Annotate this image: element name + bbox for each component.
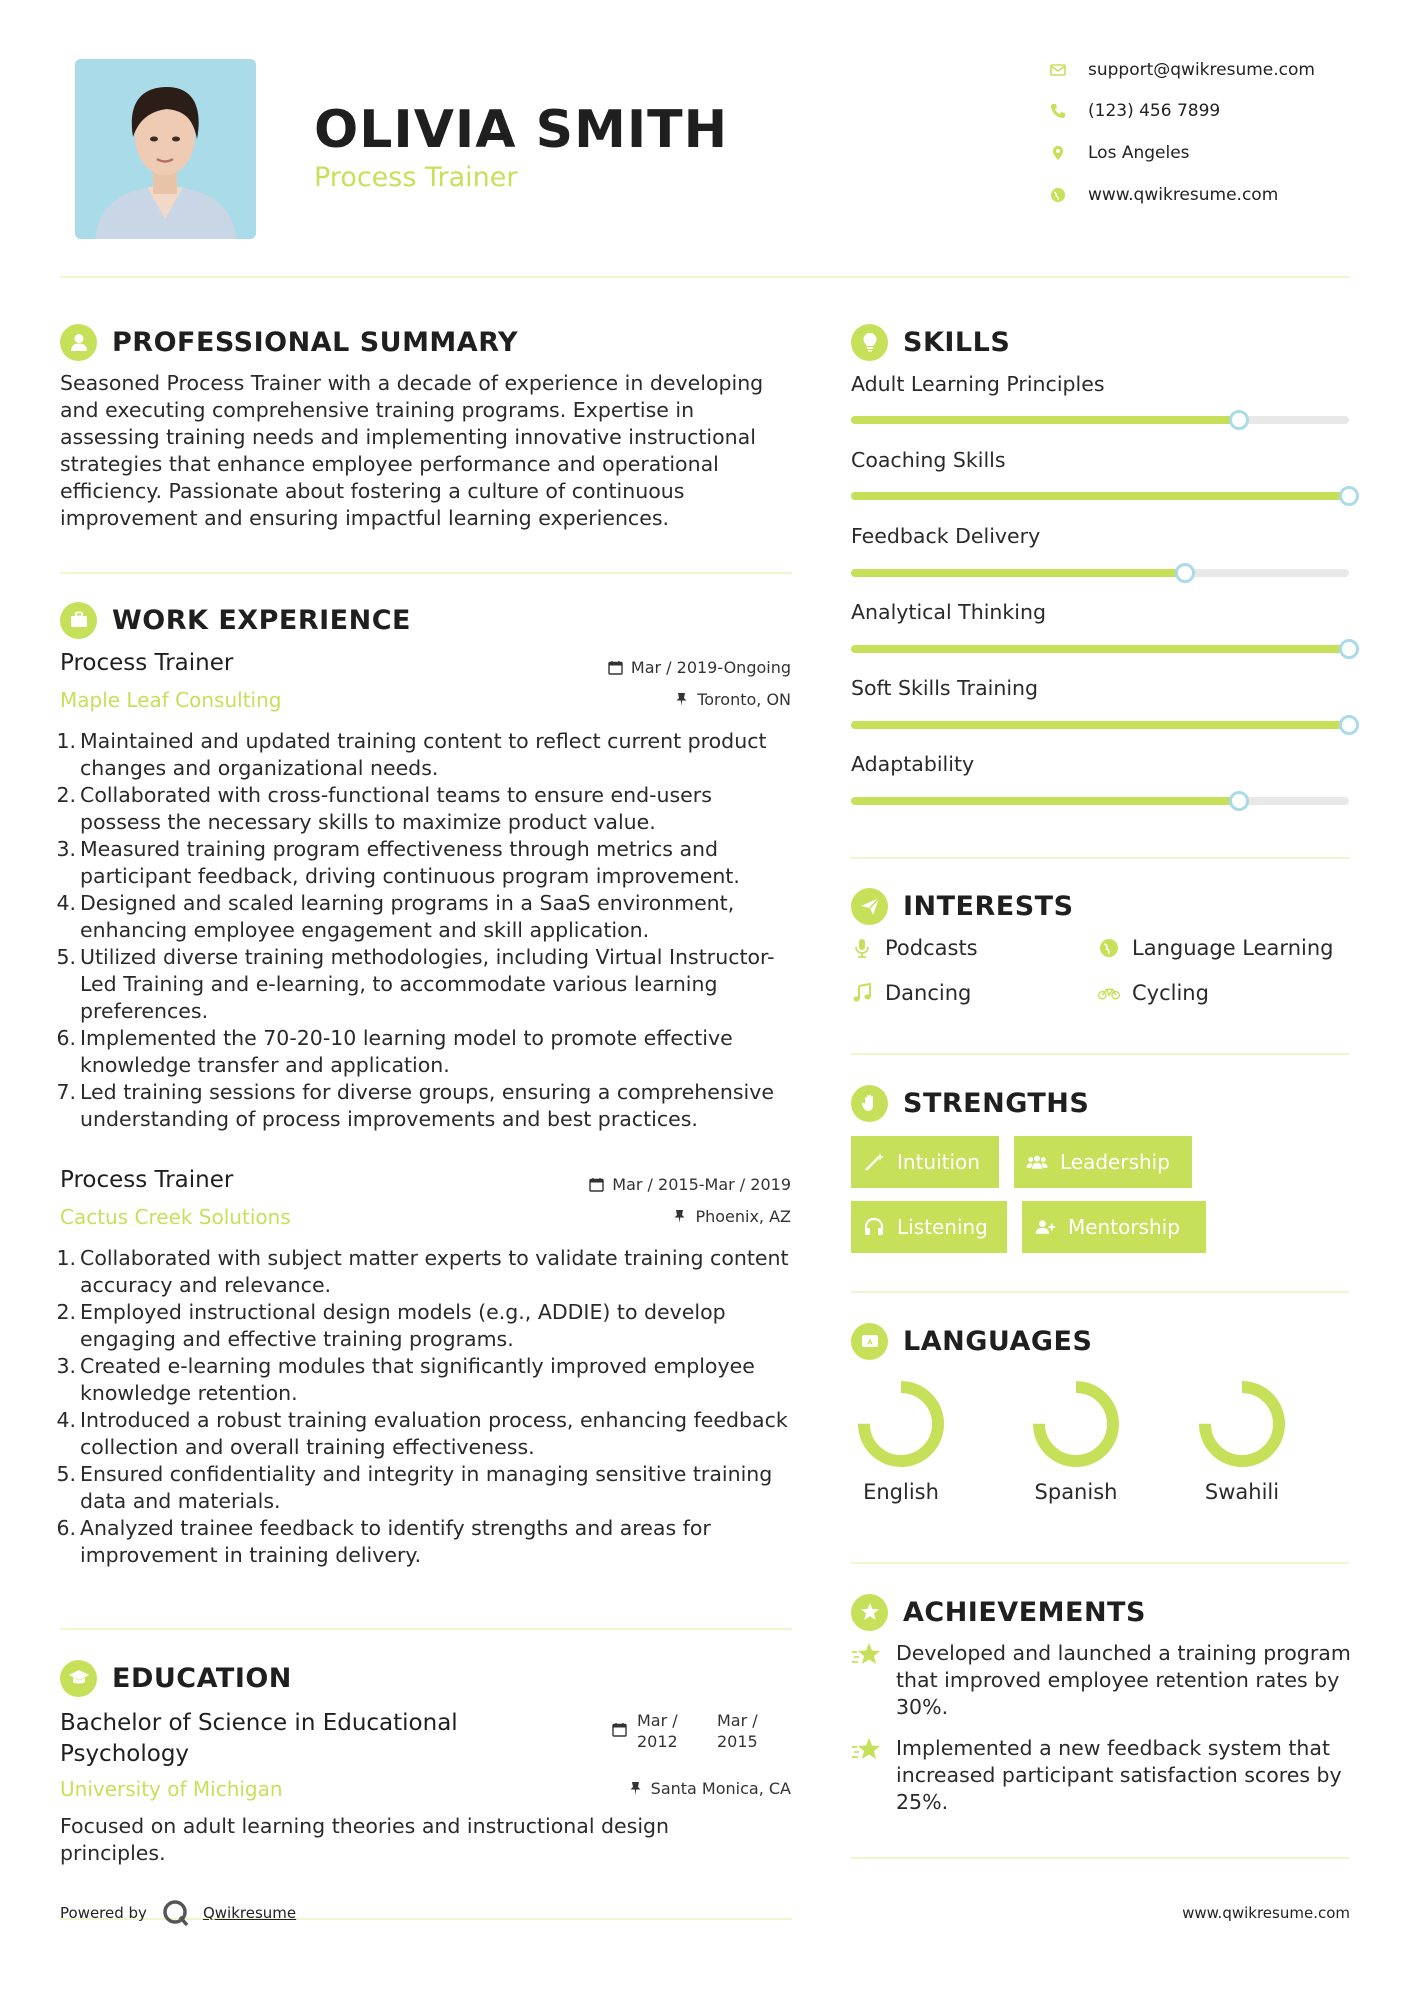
language-item <box>1011 1378 1141 1504</box>
language-ring <box>1196 1378 1288 1470</box>
list-item: 5. Ensured confidentiality and integrity in managing sensitive training data and materials. <box>56 1462 773 1513</box>
header-divider <box>60 276 1350 278</box>
work-divider <box>60 1628 792 1630</box>
contact-phone-text: (123) 456 7899 <box>1088 101 1221 121</box>
strength-chip: Mentorship <box>1022 1201 1206 1253</box>
language-ring-arc <box>1039 1387 1113 1461</box>
powered-by <box>60 1898 296 1928</box>
achievements-heading-text: ACHIEVEMENTS <box>903 1596 1146 1628</box>
interests-heading <box>851 886 1074 926</box>
translate-icon <box>851 1323 888 1360</box>
calendar-icon <box>612 1722 627 1737</box>
language-name: Spanish <box>1034 1480 1118 1504</box>
strengths-divider <box>851 1291 1349 1293</box>
skill-bar-fill <box>851 416 1239 424</box>
qwikresume-link[interactable]: Qwikresume <box>202 1904 297 1922</box>
summary-heading-text: PROFESSIONAL SUMMARY <box>112 326 519 358</box>
skill-label: Soft Skills Training <box>851 676 1039 700</box>
briefcase-icon <box>60 602 97 639</box>
job-1-location-text: Toronto, ON <box>697 690 791 709</box>
language-ring-arc <box>1205 1387 1279 1461</box>
achievements-divider <box>851 1857 1349 1859</box>
languages-heading-text: LANGUAGES <box>903 1325 1093 1357</box>
location-icon <box>1050 145 1066 161</box>
interests-heading-text: INTERESTS <box>903 890 1074 922</box>
education-degree: Bachelor of Science in Educational Psychology <box>60 1710 458 1767</box>
language-ring <box>1030 1378 1122 1470</box>
interest-item: Podcasts <box>851 936 978 960</box>
achievement-item: Developed and launched a training program that improved employee retention rates by 30%. <box>851 1640 1361 1721</box>
education-heading <box>60 1658 292 1698</box>
interest-item: Cycling <box>1098 981 1209 1005</box>
contact-website[interactable] <box>1050 181 1380 209</box>
education-heading-text: EDUCATION <box>112 1662 292 1694</box>
summary-divider <box>60 572 792 574</box>
list-item: 1. Maintained and updated training content to reflect current product changes and organizational needs. <box>56 729 767 780</box>
language-ring-arc <box>864 1387 938 1461</box>
strengths-heading-text: STRENGTHS <box>903 1087 1090 1119</box>
calendar-icon <box>608 660 623 675</box>
lightbulb-icon <box>851 324 888 361</box>
education-date-start: Mar / 2012 <box>637 1711 678 1751</box>
job-1-location <box>550 690 791 709</box>
trophy-icon <box>851 1594 888 1631</box>
contact-phone[interactable] <box>1050 97 1380 125</box>
education-location-text: Santa Monica, CA <box>650 1779 791 1798</box>
pin-icon <box>674 692 689 707</box>
list-item: 4. Designed and scaled learning programs in a SaaS environment, enhancing employee engagement and skill application. <box>56 891 735 942</box>
strengths-heading <box>851 1083 1089 1123</box>
skill-bar-fill <box>851 797 1239 805</box>
work-heading <box>60 600 411 640</box>
profile-photo <box>75 59 256 239</box>
contact-location-text: Los Angeles <box>1088 143 1190 163</box>
education-date-end: Mar / 2015 <box>717 1711 758 1751</box>
list-item: 3. Created e-learning modules that significantly improved employee knowledge retention. <box>56 1354 755 1405</box>
list-item: 2. Collaborated with cross-functional teams to ensure end-users possess the necessary skills to maximize product value. <box>56 783 712 834</box>
star-icon <box>851 1737 881 1763</box>
skill-bar-knob <box>1229 791 1249 811</box>
graduation-icon <box>60 1660 97 1697</box>
skills-heading <box>851 322 1010 362</box>
education-dates <box>612 1710 777 1752</box>
footer-website[interactable]: www.qwikresume.com <box>1182 1904 1350 1922</box>
skill-bar <box>851 416 1349 424</box>
list-item: 7. Led training sessions for diverse groups, ensuring a comprehensive understanding of process improvements and best practices. <box>56 1080 774 1131</box>
hand-icon <box>851 1085 888 1122</box>
job-2-date <box>550 1175 791 1194</box>
language-name: English <box>863 1480 939 1504</box>
achievements-heading <box>851 1592 1146 1632</box>
language-name: Swahili <box>1204 1480 1280 1504</box>
job-2-bullets <box>54 1245 794 1569</box>
skills-heading-text: SKILLS <box>903 326 1011 358</box>
paper-plane-icon <box>851 888 888 925</box>
skill-label: Adaptability <box>851 752 975 776</box>
strength-chip: Intuition <box>851 1136 999 1188</box>
skill-bar-knob <box>1175 563 1195 583</box>
list-item: 2. Employed instructional design models (e.g., ADDIE) to develop engaging and effective training programs. <box>56 1300 726 1351</box>
job-1-title: Process Trainer <box>60 650 234 676</box>
skill-bar-knob <box>1339 715 1359 735</box>
language-ring <box>855 1378 947 1470</box>
job-2-title: Process Trainer <box>60 1167 234 1193</box>
summary-text: Seasoned Process Trainer with a decade of experience in developing and executing comprehensive training programs. Expertise in assessing training needs and implementing innovative instructional strategies that enhance employee performance and operational efficiency. Passionate about fostering a culture of continuous improvement and ensuring impactful learning experiences. <box>60 371 764 530</box>
interests-divider <box>851 1053 1349 1055</box>
candidate-name: OLIVIA SMITH <box>314 100 729 160</box>
skill-bar-knob <box>1339 639 1359 659</box>
job-2-location <box>550 1207 791 1226</box>
list-item: 3. Measured training program effectiveness through metrics and participant feedback, driving continuous program improvement. <box>56 837 740 888</box>
contact-location <box>1050 139 1380 167</box>
contact-email[interactable] <box>1050 56 1380 84</box>
star-icon <box>851 1642 881 1668</box>
globe-icon <box>1098 937 1120 959</box>
candidate-title: Process Trainer <box>314 162 518 193</box>
list-item: 6. Analyzed trainee feedback to identify strengths and areas for improvement in training delivery. <box>56 1516 711 1567</box>
user-plus-icon <box>1034 1216 1056 1238</box>
microphone-icon <box>851 937 873 959</box>
phone-icon <box>1050 103 1066 119</box>
skill-bar-fill <box>851 492 1349 500</box>
skill-label: Coaching Skills <box>851 448 1006 472</box>
interest-item: Language Learning <box>1098 936 1333 960</box>
job-1-company: Maple Leaf Consulting <box>60 688 282 712</box>
skill-label: Feedback Delivery <box>851 524 1041 548</box>
work-heading-text: WORK EXPERIENCE <box>112 604 411 636</box>
calendar-icon <box>589 1177 604 1192</box>
achievement-item: Implemented a new feedback system that increased participant satisfaction scores by 25%. <box>851 1735 1361 1816</box>
globe-icon <box>1050 187 1066 203</box>
skill-bar <box>851 569 1349 577</box>
strength-chip: Leadership <box>1014 1136 1192 1188</box>
bicycle-icon <box>1098 982 1120 1004</box>
strength-chip: Listening <box>851 1201 1007 1253</box>
skill-bar-knob <box>1229 410 1249 430</box>
pin-icon <box>672 1209 687 1224</box>
user-icon <box>60 324 97 361</box>
skills-divider <box>851 857 1349 859</box>
job-2-date-text: Mar / 2015-Mar / 2019 <box>612 1175 791 1194</box>
svg-text:A: A <box>866 1338 873 1347</box>
education-school: University of Michigan <box>60 1777 283 1801</box>
list-item: 1. Collaborated with subject matter experts to validate training content accuracy and relevance. <box>56 1246 789 1297</box>
skill-bar-fill <box>851 721 1349 729</box>
list-item: 6. Implemented the 70-20-10 learning model to promote effective knowledge transfer and application. <box>56 1026 733 1077</box>
contact-email-text: support@qwikresume.com <box>1088 60 1315 80</box>
users-icon <box>1026 1151 1048 1173</box>
skill-bar-fill <box>851 569 1185 577</box>
powered-by-text: Powered by <box>60 1904 147 1922</box>
summary-heading <box>60 322 518 362</box>
language-item <box>1177 1378 1307 1504</box>
email-icon <box>1050 62 1066 78</box>
pin-icon <box>628 1781 643 1796</box>
magic-wand-icon <box>863 1151 885 1173</box>
job-1-date-text: Mar / 2019-Ongoing <box>630 658 791 677</box>
list-item: 4. Introduced a robust training evaluation process, enhancing feedback collection and overall training effectiveness. <box>56 1408 788 1459</box>
interest-item: Dancing <box>851 981 971 1005</box>
education-location <box>550 1779 791 1798</box>
headphones-icon <box>863 1216 885 1238</box>
skill-bar <box>851 721 1349 729</box>
education-description: Focused on adult learning theories and instructional design principles. <box>60 1814 670 1865</box>
job-1-date <box>550 658 791 677</box>
skill-label: Analytical Thinking <box>851 600 1046 624</box>
skill-label: Adult Learning Principles <box>851 372 1105 396</box>
job-1-bullets <box>54 728 794 1133</box>
job-2-location-text: Phoenix, AZ <box>695 1207 791 1226</box>
contact-website-text: www.qwikresume.com <box>1088 185 1279 205</box>
skill-bar-fill <box>851 645 1349 653</box>
skill-bar <box>851 645 1349 653</box>
list-item: 5. Utilized diverse training methodologies, including Virtual Instructor-Led Training and e-learning, to accommodate various learning preferences. <box>56 945 775 1023</box>
languages-heading <box>851 1321 1092 1361</box>
job-2-company: Cactus Creek Solutions <box>60 1205 291 1229</box>
skill-bar <box>851 492 1349 500</box>
music-icon <box>851 982 873 1004</box>
language-item <box>836 1378 966 1504</box>
languages-divider <box>851 1562 1349 1564</box>
skill-bar <box>851 797 1349 805</box>
qwikresume-logo-icon <box>161 1898 191 1928</box>
skill-bar-knob <box>1339 486 1359 506</box>
